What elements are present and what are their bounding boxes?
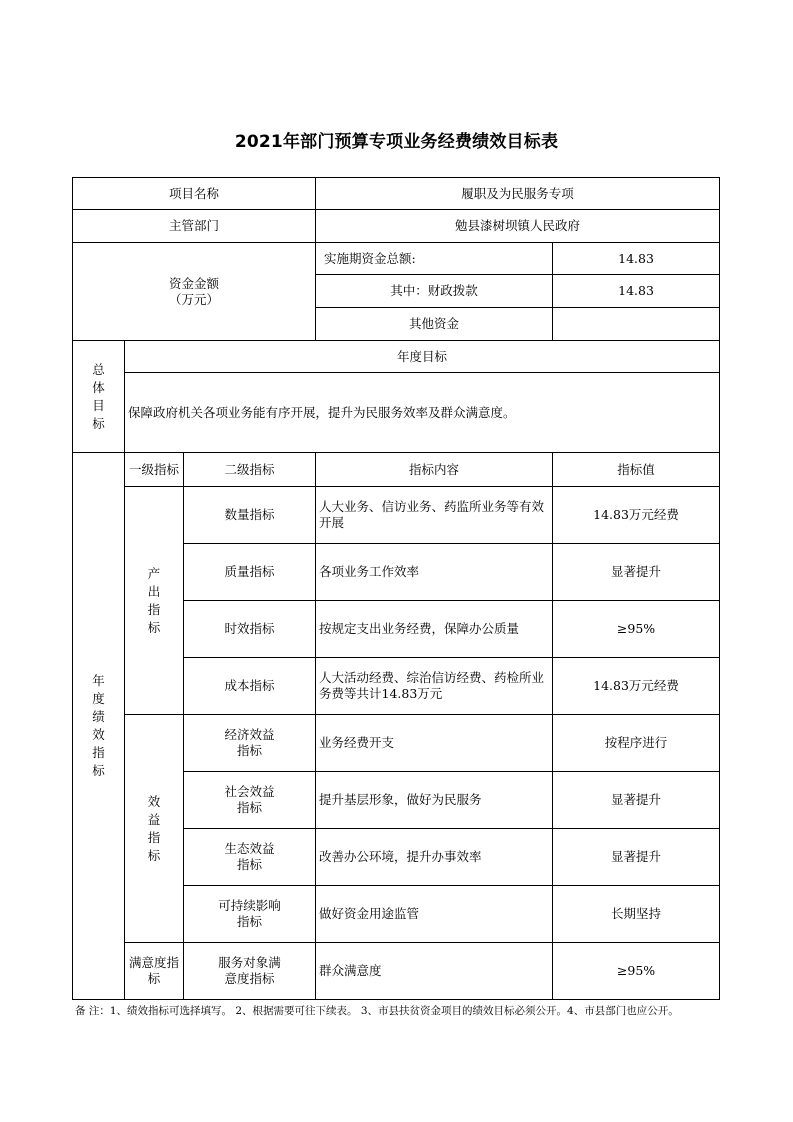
row-level2: 社会效益指标: [184, 772, 316, 829]
row-value: 长期坚持: [553, 886, 720, 943]
row-value: 14.83万元经费: [553, 487, 720, 544]
dept-value: 勉县漆树坝镇人民政府: [316, 210, 720, 243]
funds-label-line1: 资金金额: [169, 275, 220, 291]
row-content: 人大业务、信访业务、药监所业务等有效开展: [316, 487, 553, 544]
row-content: 提升基层形象，做好为民服务: [316, 772, 553, 829]
funds-total-label: 实施期资金总额:: [316, 243, 553, 275]
row-content: 各项业务工作效率: [316, 544, 553, 601]
funds-label: [73, 243, 316, 341]
funds-fiscal-value: 14.83: [553, 275, 720, 308]
row-level2: 成本指标: [184, 658, 316, 715]
row-value: 14.83万元经费: [553, 658, 720, 715]
overall-goal-label: 总 体 目 标: [73, 341, 125, 453]
row-level2: 时效指标: [184, 601, 316, 658]
header-level2: 二级指标: [184, 453, 316, 487]
row-content: 人大活动经费、综治信访经费、药检所业务费等共计14.83万元: [316, 658, 553, 715]
row-value: 显著提升: [553, 772, 720, 829]
funds-label-line2: （万元）: [169, 291, 220, 307]
perf-indicator-label: 年 度 绩 效 指 标: [73, 453, 125, 1000]
annual-goal-text: 保障政府机关各项业务能有序开展，提升为民服务效率及群众满意度。: [125, 373, 720, 453]
annual-goal-header: 年度目标: [125, 341, 720, 373]
row-value: 显著提升: [553, 829, 720, 886]
dept-label: 主管部门: [73, 210, 316, 243]
row-value: ≥95%: [553, 601, 720, 658]
satisfaction-indicator-label: 满意度指标: [125, 943, 184, 1000]
benefit-indicator-label: 效 益 指 标: [125, 715, 184, 943]
row-level2: 质量指标: [184, 544, 316, 601]
row-level2: 可持续影响指标: [184, 886, 316, 943]
row-content: 按规定支出业务经费，保障办公质量: [316, 601, 553, 658]
project-name-value: 履职及为民服务专项: [316, 178, 720, 210]
table-row: [73, 943, 720, 1000]
row-level2: 生态效益指标: [184, 829, 316, 886]
row-content: 做好资金用途监管: [316, 886, 553, 943]
table-row: [73, 487, 720, 544]
funds-total-value: 14.83: [553, 243, 720, 275]
row-level2: 服务对象满意度指标: [184, 943, 316, 1000]
header-value: 指标值: [553, 453, 720, 487]
page-title: 2021年部门预算专项业务经费绩效目标表: [234, 132, 559, 152]
funds-other-label: 其他资金: [316, 308, 553, 341]
funds-other-value: [553, 308, 720, 341]
output-indicator-label: 产 出 指 标: [125, 487, 184, 715]
row-content: 群众满意度: [316, 943, 553, 1000]
table-row: [73, 715, 720, 772]
row-value: ≥95%: [553, 943, 720, 1000]
project-name-label: 项目名称: [73, 178, 316, 210]
row-content: 业务经费开支: [316, 715, 553, 772]
row-level2: 经济效益指标: [184, 715, 316, 772]
performance-table: [72, 177, 720, 1000]
row-level2: 数量指标: [184, 487, 316, 544]
funds-fiscal-label: 其中：财政拨款: [316, 275, 553, 308]
row-value: 显著提升: [553, 544, 720, 601]
header-level1: 一级指标: [125, 453, 184, 487]
row-value: 按程序进行: [553, 715, 720, 772]
footnote: 备 注：1、绩效指标可选择填写。 2、根据需要可往下续表。 3、市县扶贫资金项目的绩效目标必须公开。4、市县部门也应公开。: [75, 1005, 679, 1017]
header-content: 指标内容: [316, 453, 553, 487]
row-content: 改善办公环境，提升办事效率: [316, 829, 553, 886]
